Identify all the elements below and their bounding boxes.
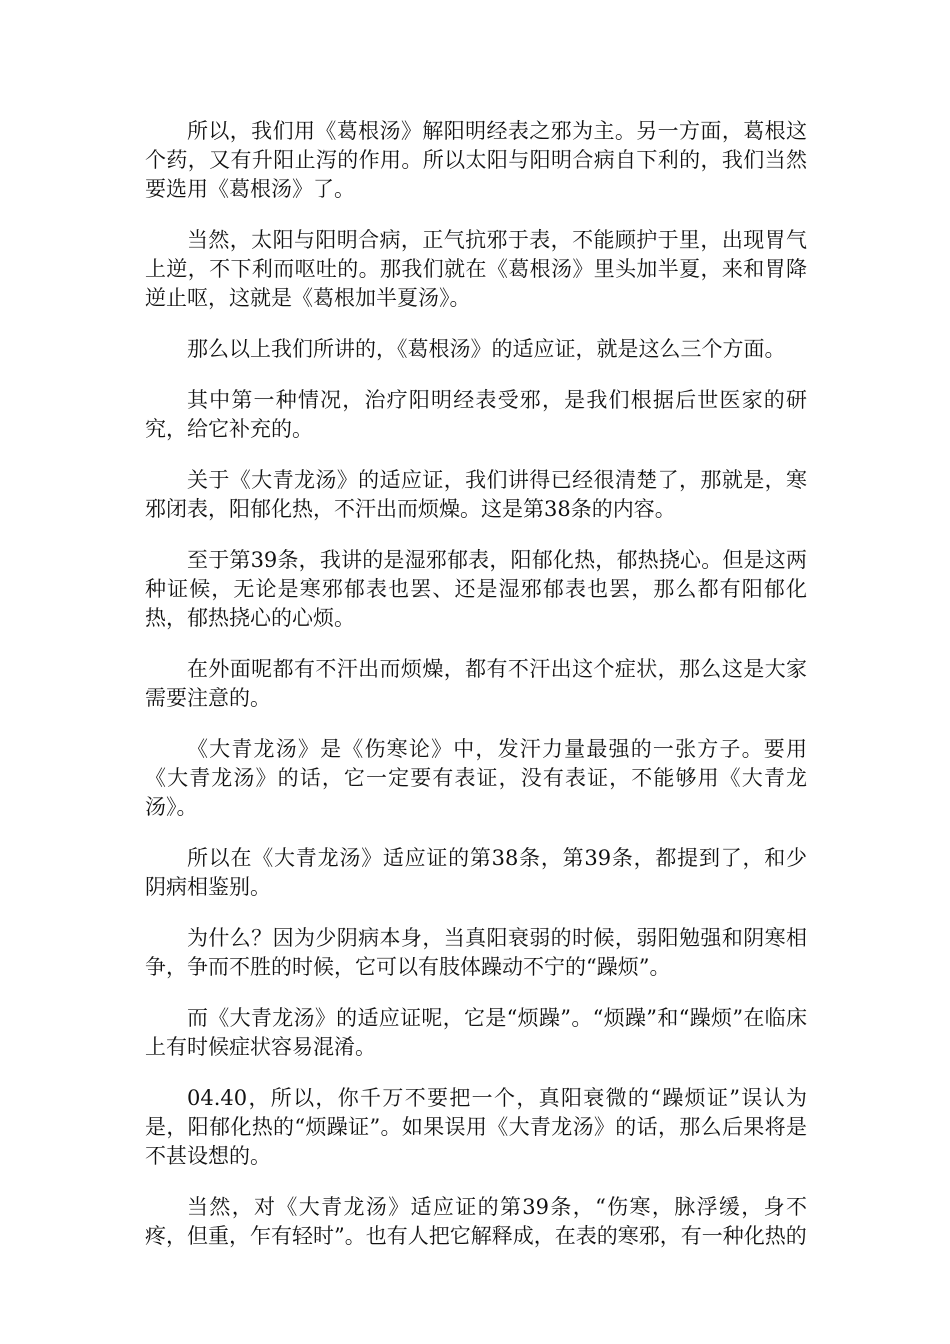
paragraph-6: 至于第39条，我讲的是湿邪郁表，阳郁化热，郁热挠心。但是这两种证候，无论是寒邪郁表也罢、还是湿邪郁表也罢，那么都有阳郁化热，郁热挠心的心烦。 bbox=[145, 548, 807, 630]
paragraph-10: 为什么？因为少阴病本身，当真阳衰弱的时候，弱阳勉强和阴寒相争，争而不胜的时候，它可以有肢体躁动不宁的“躁烦”。 bbox=[145, 926, 807, 979]
paragraph-3: 那么以上我们所讲的，《葛根汤》的适应证，就是这么三个方面。 bbox=[187, 337, 786, 361]
paragraph-8: 《大青龙汤》是《伤寒论》中，发汗力量最强的一张方子。要用《大青龙汤》的话，它一定要有表证，没有表证，不能够用《大青龙汤》。 bbox=[145, 737, 807, 819]
paragraph-9: 所以在《大青龙汤》适应证的第38条，第39条，都提到了，和少阴病相鉴别。 bbox=[145, 846, 807, 899]
paragraph-4: 其中第一种情况，治疗阳明经表受邪，是我们根据后世医家的研究，给它补充的。 bbox=[145, 388, 807, 441]
paragraph-7: 在外面呢都有不汗出而烦燥，都有不汗出这个症状，那么这是大家需要注意的。 bbox=[145, 657, 807, 710]
paragraph-11: 而《大青龙汤》的适应证呢，它是“烦躁”。“烦躁”和“躁烦”在临床上有时候症状容易混淆。 bbox=[145, 1006, 807, 1059]
paragraph-13: 当然，对《大青龙汤》适应证的第39条，“伤寒，脉浮缓，身不疼，但重，乍有轻时”。也有人把它解释成，在表的寒邪，有一种化热的 bbox=[145, 1195, 807, 1248]
paragraph-1: 所以，我们用《葛根汤》解阳明经表之邪为主。另一方面，葛根这个药，又有升阳止泻的作用。所以太阳与阳明合病自下利的，我们当然要选用《葛根汤》了。 bbox=[145, 119, 807, 201]
paragraph-5: 关于《大青龙汤》的适应证，我们讲得已经很清楚了，那就是，寒邪闭表，阳郁化热，不汗出而烦燥。这是第38条的内容。 bbox=[145, 468, 807, 521]
paragraph-2: 当然，太阳与阳明合病，正气抗邪于表，不能顾护于里，出现胃气上逆，不下利而呕吐的。那我们就在《葛根汤》里头加半夏，来和胃降逆止呕，这就是《葛根加半夏汤》。 bbox=[145, 228, 807, 310]
document-body bbox=[145, 117, 807, 1273]
paragraph-12: 04.40，所以，你千万不要把一个，真阳衰微的“躁烦证”误认为是，阳郁化热的“烦躁证”。如果误用《大青龙汤》的话，那么后果将是不甚设想的。 bbox=[145, 1086, 807, 1168]
